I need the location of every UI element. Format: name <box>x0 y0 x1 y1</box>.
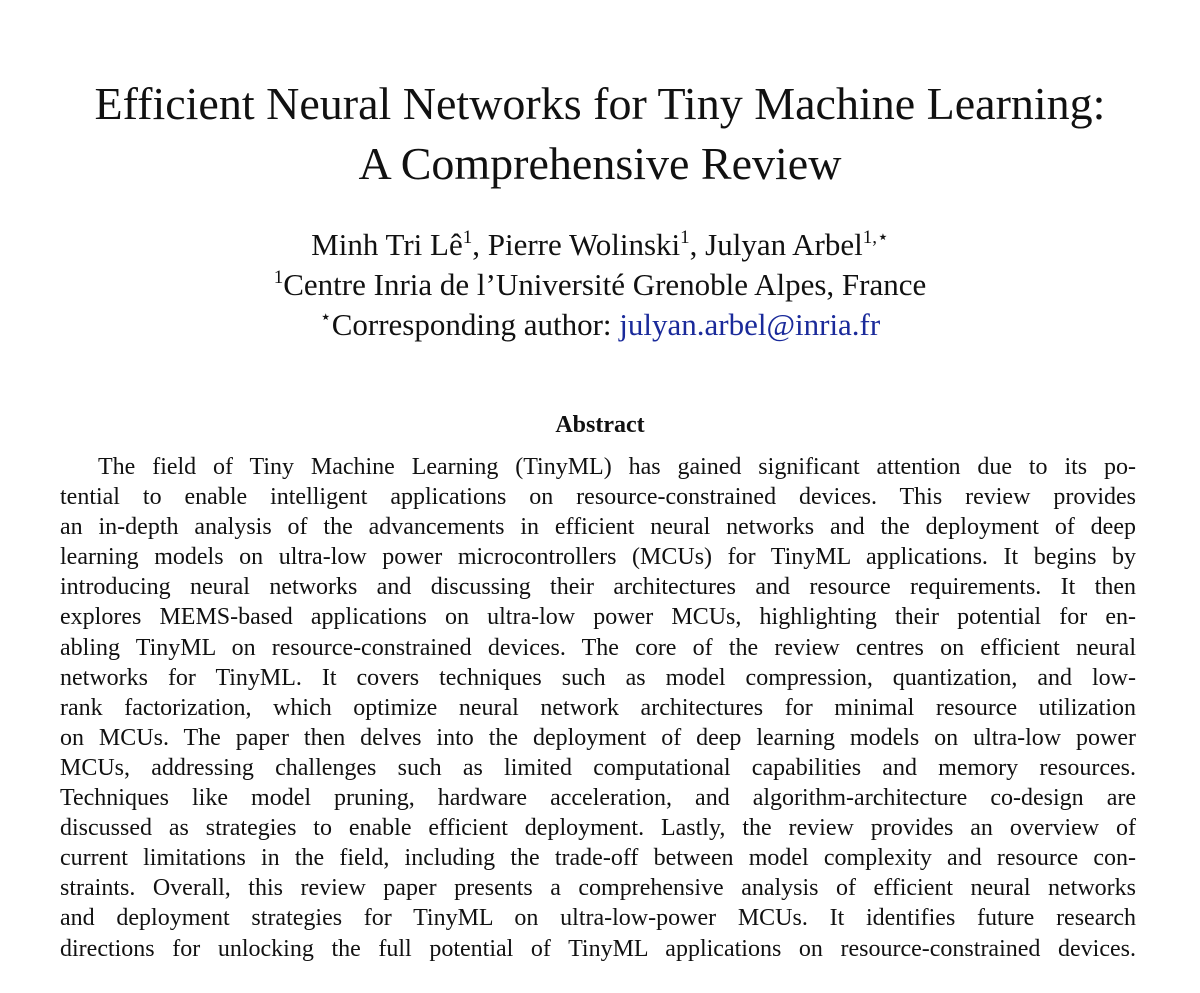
title-line-1: Efficient Neural Networks for Tiny Machine Learning: <box>94 78 1106 129</box>
paper-title <box>0 74 1200 194</box>
corresponding-mark: ⋆ <box>319 307 332 328</box>
abstract-line: explores MEMS-based applications on ultra-low power MCUs, highlighting their potential for en- <box>60 604 1136 631</box>
abstract-line: networks for TinyML. It covers techniques such as model compression, quantization, and low- <box>60 664 1136 691</box>
abstract-line: Techniques like model pruning, hardware acceleration, and algorithm-architecture co-design are <box>60 785 1136 812</box>
author-2-affiliation-mark: 1 <box>680 227 690 248</box>
author-1-name: Minh Tri Lê <box>311 227 463 262</box>
abstract-line: straints. Overall, this review paper presents a comprehensive analysis of efficient neural networks <box>60 875 1136 902</box>
abstract-heading: Abstract <box>555 412 645 438</box>
abstract-line: and deployment strategies for TinyML on ultra-low-power MCUs. It identifies future research <box>60 905 1136 932</box>
title-line-2: A Comprehensive Review <box>358 138 842 189</box>
author-separator-1: , <box>472 227 488 262</box>
author-2-name: Pierre Wolinski <box>487 227 681 262</box>
abstract-line: abling TinyML on resource-constrained devices. The core of the review centres on efficient neural <box>60 634 1136 661</box>
author-separator-2: , <box>689 227 706 262</box>
abstract-line: learning models on ultra-low power microcontrollers (MCUs) for TinyML applications. It begins by <box>60 544 1136 571</box>
abstract-line: rank factorization, which optimize neural network architectures for minimal resource utilization <box>60 694 1136 721</box>
corresponding-email-link[interactable]: julyan.arbel@inria.fr <box>619 307 881 342</box>
abstract-line: MCUs, addressing challenges such as limited computational capabilities and memory resources. <box>60 754 1136 781</box>
abstract-line: discussed as strategies to enable efficient deployment. Lastly, the review provides an overview of <box>60 815 1136 842</box>
author-3-affiliation-mark: 1,⋆ <box>862 227 889 248</box>
corresponding-label: Corresponding author: <box>331 307 620 342</box>
abstract-line: tential to enable intelligent applications on resource-constrained devices. This review provides <box>60 484 1136 511</box>
author-1-affiliation-mark: 1 <box>462 227 473 248</box>
affiliation-line <box>0 265 1200 305</box>
abstract-line: on MCUs. The paper then delves into the deployment of deep learning models on ultra-low power <box>60 724 1136 751</box>
author-3-name: Julyan Arbel <box>705 227 863 262</box>
author-list <box>0 225 1200 265</box>
author-block <box>0 225 1200 345</box>
abstract-line: directions for unlocking the full potential of TinyML applications on resource-constrained devices. <box>60 935 1136 962</box>
abstract-line: current limitations in the field, including the trade-off between model complexity and resource con- <box>60 845 1136 872</box>
abstract-body <box>60 452 1136 964</box>
abstract-line: an in-depth analysis of the advancements in efficient neural networks and the deployment of deep <box>60 514 1136 541</box>
corresponding-author-line <box>0 305 1200 345</box>
abstract-line: The field of Tiny Machine Learning (TinyML) has gained significant attention due to its po- <box>98 454 1136 480</box>
affiliation-text: Centre Inria de l’Université Grenoble Alpes, France <box>283 267 927 302</box>
affiliation-mark: 1 <box>273 267 284 288</box>
abstract-line: introducing neural networks and discussing their architectures and resource requirements. It then <box>60 574 1136 601</box>
